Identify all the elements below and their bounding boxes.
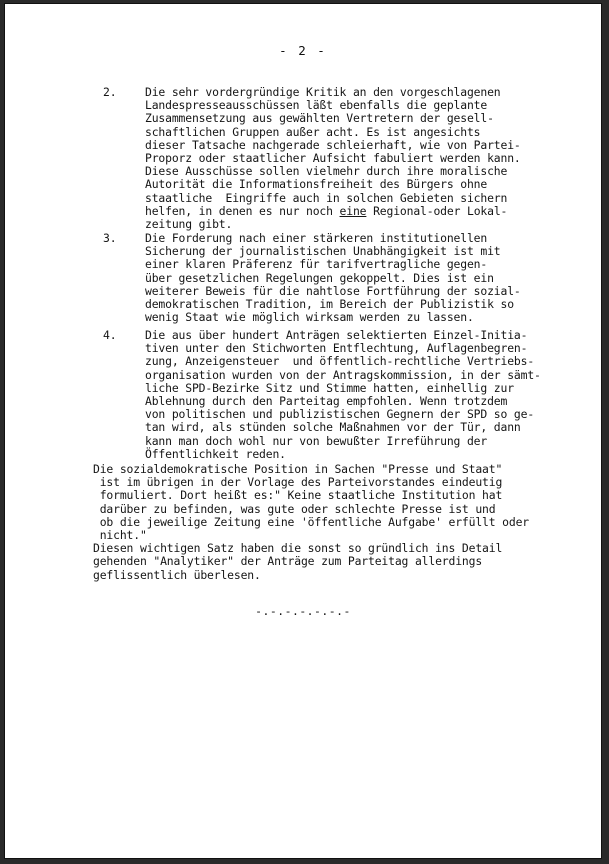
document-page <box>4 3 602 859</box>
text-line: Zusammensetzung aus gewählten Vertretern der gesell- <box>145 111 494 126</box>
text-line: ob die jeweilige Zeitung eine 'öffentliche Aufgabe' erfüllt oder <box>93 514 530 529</box>
text-line: wenig Staat wie möglich wirksam werden zu lassen. <box>145 310 474 325</box>
text-line: Autorität die Informationsfreiheit des Bürgers ohne <box>145 177 488 192</box>
underlined-word: eine <box>339 203 367 218</box>
text-line: Die sehr vordergründige Kritik an den vorgeschlagenen <box>145 85 501 99</box>
text-line: Diesen wichtigen Satz haben die sonst so gründlich ins Detail <box>93 541 503 556</box>
text-line: organisation wurden von der Antragskommission, in der sämt- <box>145 367 541 382</box>
list-item-2 <box>103 86 573 231</box>
closing-paragraph <box>93 463 583 582</box>
text-line: Proporz oder staatlicher Aufsicht fabuliert werden kann. <box>145 151 521 166</box>
text-line: Die sozialdemokratische Position in Sachen "Presse und Staat" <box>93 462 503 476</box>
text-line: geflissentlich überlesen. <box>93 567 261 582</box>
text-line: liche SPD-Bezirke Sitz und Stimme hatten, einhellig zur <box>145 380 514 395</box>
text-line: kann man doch wohl nur von bewußter Irreführung der <box>145 433 488 448</box>
text-line: staatliche Eingriffe auch in solchen Gebieten sichern <box>145 190 508 205</box>
text-line: zeitung gibt. <box>145 217 233 232</box>
text-line: tiven unter den Stichworten Entflechtung, Auflagenbegren- <box>145 341 528 356</box>
list-item-4 <box>103 329 573 461</box>
text-line: tan wird, als stünden solche Maßnahmen vor der Tür, dann <box>145 420 521 435</box>
list-item-number: 3. <box>103 231 117 245</box>
text-line: schaftlichen Gruppen außer acht. Es ist angesichts <box>145 124 481 139</box>
text-line: einer klaren Präferenz für tarifvertragliche gegen- <box>145 257 488 272</box>
text-segment: Regional-oder Lokal- <box>366 203 508 218</box>
text-line: demokratischen Tradition, im Bereich der Publizistik so <box>145 297 514 312</box>
text-segment: helfen, in denen es nur noch <box>145 203 340 218</box>
text-line: formuliert. Dort heißt es:" Keine staatliche Institution hat <box>93 488 503 503</box>
list-item-number: 4. <box>103 328 117 342</box>
list-item-number: 2. <box>103 85 117 99</box>
text-line: Die Forderung nach einer stärkeren institutionellen <box>145 231 488 245</box>
text-line: darüber zu befinden, was gute oder schlechte Presse ist und <box>93 501 496 516</box>
text-line: über gesetzlichen Regelungen gekoppelt. Dies ist ein <box>145 270 494 285</box>
text-line: nicht." <box>93 528 147 543</box>
text-line: weiterer Beweis für die nahtlose Fortführung der sozial- <box>145 283 521 298</box>
list-item-3 <box>103 232 573 324</box>
text-line: von politischen und publizistischen Gegnern der SPD so ge- <box>145 407 535 422</box>
page-number: - 2 - <box>279 43 327 58</box>
text-line: zung, Anzeigensteuer und öffentlich-rechtliche Vertriebs- <box>145 354 535 369</box>
end-separator: -.-.-.-.-.-.- <box>255 604 351 618</box>
text-line: Sicherung der journalistischen Unabhängigkeit ist mit <box>145 244 501 259</box>
text-line: ist im übrigen in der Vorlage des Parteivorstandes eindeutig <box>93 475 503 490</box>
text-line: Landespresseausschüssen läßt ebenfalls die geplante <box>145 98 488 113</box>
text-line: dieser Tatsache nachgerade schleierhaft, wie von Partei- <box>145 137 521 152</box>
text-line: gehenden "Analytiker" der Anträge zum Parteitag allerdings <box>93 554 483 569</box>
text-line: Die aus über hundert Anträgen selektierten Einzel-Initia- <box>145 328 528 342</box>
text-line: Ablehnung durch den Parteitag empfohlen. Wenn trotzdem <box>145 394 508 409</box>
text-line: Diese Ausschüsse sollen vielmehr durch ihre moralische <box>145 164 508 179</box>
text-line: Öffentlichkeit reden. <box>145 446 286 461</box>
